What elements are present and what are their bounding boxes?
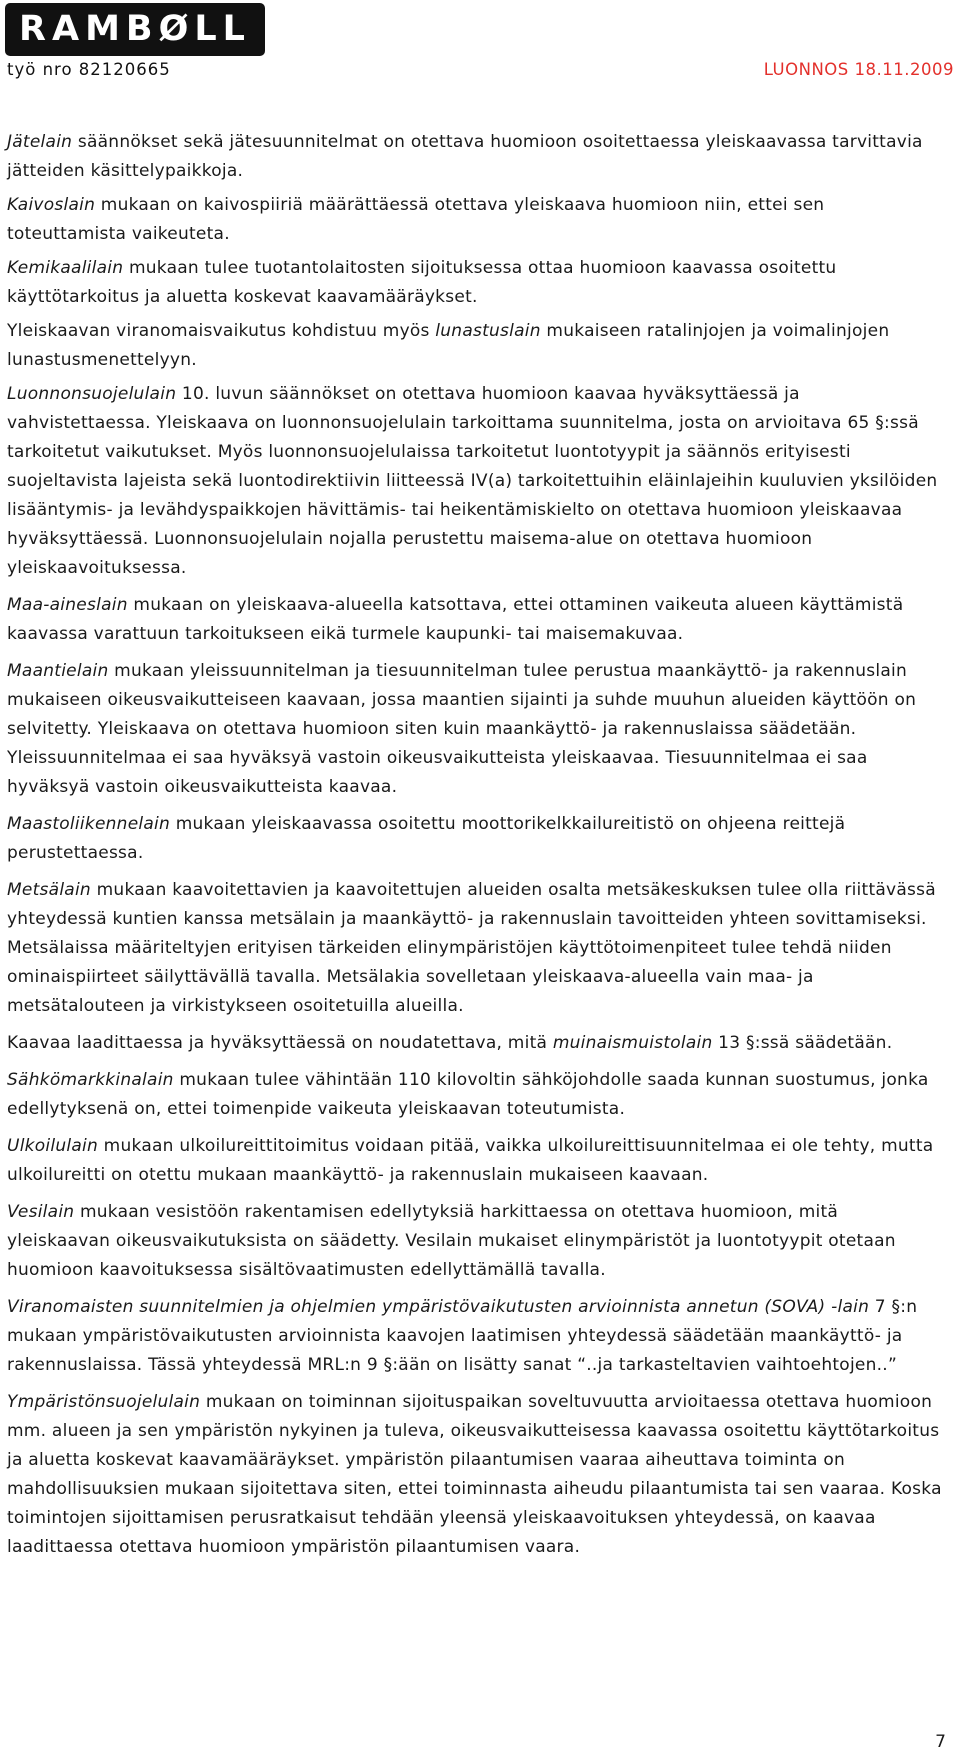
paragraph-maantielaki: Maantielain mukaan yleissuunnitelman ja tiesuunnitelman tulee perustua maankäyttö- ja rakennuslain mukaiseen oikeusvaikutteiseen kaavaan, jossa maantien sijainti ja suhde muuhun alueiden käyttöön on selvitetty. Yleiskaava on otettava huomioon siten kuin maankäyttö- ja rakennuslaissa säädetään. Yleissuunnitelmaa ei saa hyväksyä vastoin oikeusvaikutteista yleiskaavaa. Tiesuunnitelmaa ei saa hyväksyä vastoin oikeusvaikutteista kaavaa. (7, 661, 917, 797)
paragraph-sahkomarkkinalaki: Sähkömarkkinalain mukaan tulee vähintään 110 kilovoltin sähköjohdolle saada kunnan suostumus, jonka edellytyksenä on, ettei toimenpide vaikeuta yleiskaavan toteutumista. (7, 1070, 929, 1119)
page-number: 7 (935, 1732, 946, 1752)
paragraph-kaivoslaki: Kaivoslain mukaan on kaivospiiriä määrättäessä otettava yleiskaava huomioon niin, ettei sen toteuttamista vaikeuteta. (7, 195, 825, 244)
law-name: Metsälain (7, 880, 91, 900)
law-name: Luonnonsuojelulain (7, 384, 177, 404)
paragraph-sova-laki: Viranomaisten suunnitelmien ja ohjelmien ympäristövaikutusten arvioinnista annetun (SOVA) -lain 7 §:n mukaan ympäristövaikutusten arvioinnista kaavojen laatimisen yhteydessä säädetään maankäyttö- ja rakennuslaissa. Tässä yhteydessä MRL:n 9 §:ään on lisätty sanat “..ja tarkasteltavien vaihtoehtojen..” (7, 1297, 918, 1375)
law-name: Ulkoilulain (7, 1136, 99, 1156)
law-name: muinaismuistolain (552, 1033, 713, 1053)
paragraph-maa-aineslaki: Maa-aineslain mukaan on yleiskaava-alueella katsottava, ettei ottaminen vaikeuta alueen käyttämistä kaavassa varattuun tarkoitukseen eikä turmele kaupunki- tai maisemakuvaa. (7, 595, 904, 644)
paragraph-ulkoilulaki: Ulkoilulain mukaan ulkoilureittitoimitus voidaan pitää, vaikka ulkoilureittisuunnitelmaa ei ole tehty, mutta ulkoilureitti on otettu mukaan maankäyttö- ja rakennuslain mukaiseen kaavaan. (7, 1136, 934, 1185)
law-name: Maantielain (7, 661, 109, 681)
law-name: Kemikaalilain (7, 258, 124, 278)
law-name: Sähkömarkkinalain (7, 1070, 174, 1090)
law-name: Ympäristönsuojelulain (7, 1392, 201, 1412)
paragraph-jatelaki: Jätelain säännökset sekä jätesuunnitelmat on otettava huomioon osoitettaessa yleiskaavassa tarvittavia jätteiden käsittelypaikkoja. (7, 132, 923, 181)
draft-date: LUONNOS 18.11.2009 (763, 60, 954, 79)
paragraph-maastoliikennelaki: Maastoliikennelain mukaan yleiskaavassa osoitettu moottorikelkkailureitistö on ohjeena reittejä perustettaessa. (7, 814, 846, 863)
paragraph-muinaismuistolaki: Kaavaa laadittaessa ja hyväksyttäessä on noudatettava, mitä muinaismuistolain 13 §:ssä säädetään. (7, 1033, 893, 1053)
law-name: Kaivoslain (7, 195, 96, 215)
paragraph-luonnonsuojelulaki: Luonnonsuojelulain 10. luvun säännökset on otettava huomioon kaavaa hyväksyttäessä ja vahvistettaessa. Yleiskaava on luonnonsuojelulain tarkoittama suunnitelma, josta on arvioitava 65 §:ssä tarkoitetut vaikutukset. Myös luonnonsuojelulaissa tarkoitetut luontotyypit ja säännös erityisesti suojeltavista lajeista sekä luontodirektiivin liitteessä IV(a) tarkoitettuihin eläinlajeihin kuuluvien yksilöiden lisääntymis- ja levähdyspaikkojen hävittämis- tai heikentämiskielto on otettava huomioon yleiskaavaa hyväksyttäessä. Luonnonsuojelulain nojalla perustettu maisema-alue on otettava huomioon yleiskaavoituksessa. (7, 384, 938, 578)
paragraph-vesilaki: Vesilain mukaan vesistöön rakentamisen edellytyksiä harkittaessa on otettava huomioon, mitä yleiskaavan oikeusvaikutuksista on säädetty. Vesilain mukaiset elinympäristöt ja luontotyypit otetaan huomioon kaavoituksessa sisältövaatimusten edellyttämällä tavalla. (7, 1202, 896, 1280)
paragraph-lunastuslaki: Yleiskaavan viranomaisvaikutus kohdistuu myös lunastuslain mukaiseen ratalinjojen ja voimalinjojen lunastusmenettelyyn. (7, 321, 890, 370)
job-number: työ nro 82120665 (7, 60, 171, 79)
law-name: Viranomaisten suunnitelmien ja ohjelmien ympäristövaikutusten arvioinnista annetun (SOVA) -lain (7, 1297, 870, 1317)
paragraph-kemikaalilaki: Kemikaalilain mukaan tulee tuotantolaitosten sijoituksessa ottaa huomioon kaavassa osoitettu käyttötarkoitus ja aluetta koskevat kaavamääräykset. (7, 258, 837, 307)
document-body (7, 128, 945, 1570)
law-name: Maa-aineslain (7, 595, 128, 615)
law-name: Maastoliikennelain (7, 814, 171, 834)
paragraph-metsalaki: Metsälain mukaan kaavoitettavien ja kaavoitettujen alueiden osalta metsäkeskuksen tulee olla riittävässä yhteydessä kuntien kanssa metsälain ja maankäyttö- ja rakennuslain tavoitteiden yhteen sovittamiseksi. Metsälaissa määriteltyjen erityisen tärkeiden elinympäristöjen käyttötoimenpiteet tulee tehdä niiden ominaispiirteet säilyttävällä tavalla. Metsälakia sovelletaan yleiskaava-alueella vain maa- ja metsätalouteen ja virkistykseen osoitetuilla alueilla. (7, 880, 936, 1016)
paragraph-ymparistonsuojelulaki: Ympäristönsuojelulain mukaan on toiminnan sijoituspaikan soveltuvuutta arvioitaessa otettava huomioon mm. alueen ja sen ympäristön nykyinen ja tuleva, oikeusvaikutteisessa kaavassa osoitettu käyttötarkoitus ja aluetta koskevat kaavamääräykset. ympäristön pilaantumisen vaaraa aiheuttava toiminta on mahdollisuuksien mukaan sijoitettava siten, ettei toiminnasta aiheudu pilaantumista tai sen vaaraa. Koska toimintojen sijoittamisen perusratkaisut tehdään yleensä yleiskaavoituksen yhteydessä, on kaavaa laadittaessa otettava huomioon ympäristön pilaantumisen vaara. (7, 1392, 942, 1557)
law-name: lunastuslain (435, 321, 541, 341)
law-name: Vesilain (7, 1202, 75, 1222)
law-name: Jätelain (7, 132, 73, 152)
ramboll-logo: RAMBØLL (5, 3, 265, 56)
